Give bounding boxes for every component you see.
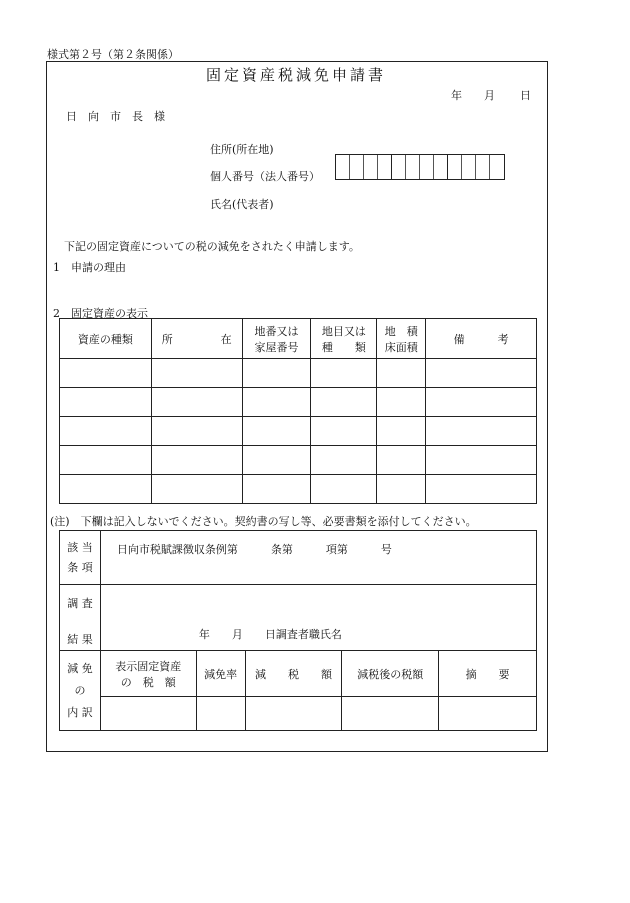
header-location-a: 所 <box>161 332 173 346</box>
date-day: 日 <box>520 89 531 102</box>
survey-label <box>60 585 101 651</box>
cell[interactable] <box>151 359 242 388</box>
page-title: 固定資産税減免申請書 <box>206 66 387 84</box>
table-row <box>60 446 537 475</box>
col-tax-2: の 税 額 <box>120 675 176 689</box>
cell[interactable] <box>151 417 242 446</box>
cell[interactable] <box>311 446 377 475</box>
cell[interactable] <box>377 417 426 446</box>
header-land-2: 種 類 <box>321 340 366 354</box>
breakdown-label <box>60 651 101 731</box>
cell[interactable] <box>426 359 537 388</box>
office-table <box>59 530 537 731</box>
applicable-label <box>60 531 101 585</box>
cell[interactable] <box>311 388 377 417</box>
cell[interactable] <box>426 475 537 504</box>
header-lot-1: 地番又は <box>254 324 299 338</box>
cell[interactable] <box>342 697 439 731</box>
col-tax <box>100 651 196 697</box>
cell[interactable] <box>60 388 152 417</box>
name-label: 氏名(代表者) <box>210 198 274 211</box>
date-year: 年 <box>451 89 462 102</box>
table-row <box>60 475 537 504</box>
addressee: 日 向 市 長 様 <box>66 110 165 123</box>
section-assets: 2 固定資産の表示 <box>53 307 148 320</box>
header-location-b: 在 <box>220 332 232 346</box>
surveyor-line: 年 月 日調査者職氏名 <box>198 628 342 641</box>
cell[interactable] <box>151 388 242 417</box>
header-area-1: 地 積 <box>384 324 418 338</box>
header-land-1: 地目又は <box>321 324 366 338</box>
cell[interactable] <box>311 417 377 446</box>
cell[interactable] <box>377 359 426 388</box>
cell[interactable] <box>426 417 537 446</box>
cell[interactable] <box>426 446 537 475</box>
asset-table <box>59 318 537 504</box>
cell[interactable] <box>242 388 311 417</box>
cell[interactable] <box>60 475 152 504</box>
col-reduction: 減 税 額 <box>245 651 342 697</box>
cell[interactable] <box>242 446 311 475</box>
header-lot-2: 家屋番号 <box>254 340 299 354</box>
date-month: 月 <box>484 89 495 102</box>
cell[interactable] <box>245 697 342 731</box>
cell[interactable] <box>439 697 537 731</box>
header-remarks: 備 考 <box>426 319 537 359</box>
personal-number-boxes[interactable] <box>335 154 505 180</box>
table-row <box>60 417 537 446</box>
cell[interactable] <box>60 446 152 475</box>
breakdown-label-3: 内 訳 <box>67 705 93 719</box>
header-location <box>151 319 242 359</box>
survey-cell[interactable] <box>100 585 536 651</box>
applicable-label-2: 条 項 <box>67 560 93 574</box>
cell[interactable] <box>311 475 377 504</box>
breakdown-label-1: 減 免 <box>67 661 93 675</box>
result-label: 結 果 <box>67 633 93 646</box>
col-rate: 減免率 <box>196 651 245 697</box>
note-text: (注) 下欄は記入しないでください。契約書の写し等、必要書類を添付してください。 <box>50 515 477 528</box>
intro-text: 下記の固定資産についての税の減免をされたく申請します。 <box>64 240 360 253</box>
col-after: 減税後の税額 <box>342 651 439 697</box>
ordinance-text: 日向市税賦課徴収条例第 条第 項第 号 <box>116 543 392 556</box>
cell[interactable] <box>60 417 152 446</box>
cell[interactable] <box>242 359 311 388</box>
applicable-label-1: 該 当 <box>67 540 93 554</box>
cell[interactable] <box>60 359 152 388</box>
cell[interactable] <box>377 475 426 504</box>
cell[interactable] <box>242 417 311 446</box>
number-label: 個人番号（法人番号） <box>210 170 320 183</box>
section-reason: 1 申請の理由 <box>53 261 126 274</box>
header-lot <box>242 319 311 359</box>
table-row <box>60 697 537 731</box>
cell[interactable] <box>242 475 311 504</box>
cell[interactable] <box>311 359 377 388</box>
header-type: 資産の種類 <box>60 319 152 359</box>
address-label: 住所(所在地) <box>210 143 274 156</box>
cell[interactable] <box>151 475 242 504</box>
cell[interactable] <box>426 388 537 417</box>
table-row <box>60 388 537 417</box>
cell[interactable] <box>196 697 245 731</box>
breakdown-label-2: の <box>74 683 86 697</box>
survey-label-1: 調 査 <box>67 597 93 610</box>
ordinance-cell[interactable] <box>100 531 536 585</box>
header-land <box>311 319 377 359</box>
cell[interactable] <box>100 697 196 731</box>
col-summary: 摘 要 <box>439 651 537 697</box>
col-tax-1: 表示固定資産 <box>115 659 182 673</box>
table-row <box>60 359 537 388</box>
cell[interactable] <box>377 388 426 417</box>
cell[interactable] <box>377 446 426 475</box>
form-label: 様式第２号（第２条関係） <box>47 48 179 61</box>
cell[interactable] <box>151 446 242 475</box>
header-area <box>377 319 426 359</box>
header-area-2: 床面積 <box>384 340 418 354</box>
